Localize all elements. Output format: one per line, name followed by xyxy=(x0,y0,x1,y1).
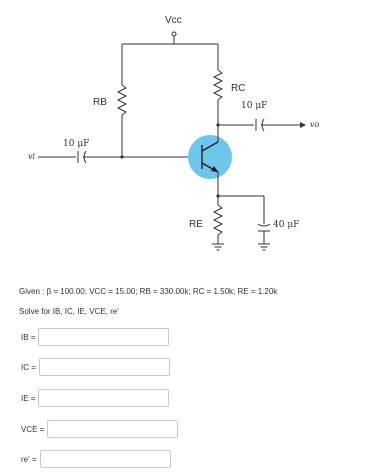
vce-label: VCE = xyxy=(21,424,45,434)
ic-input[interactable] xyxy=(39,358,170,376)
vce-row xyxy=(21,419,178,439)
vcc-terminal xyxy=(172,32,176,36)
junction-dot xyxy=(216,194,219,197)
rc-resistor xyxy=(214,70,222,100)
solve-text: Solve for IB, IC, IE, VCE, re' xyxy=(19,307,119,316)
re-resistor xyxy=(214,205,222,235)
ic-label: IC = xyxy=(21,362,36,372)
junction-dot xyxy=(120,155,123,158)
re-prime-input[interactable] xyxy=(40,450,171,468)
rb-label: RB xyxy=(93,97,107,108)
vi-label: vi xyxy=(28,152,36,161)
ie-input[interactable] xyxy=(38,389,169,407)
re-prime-label: re' = xyxy=(21,454,37,464)
ic-row xyxy=(21,357,170,377)
ground-icon xyxy=(212,244,224,250)
rb-resistor xyxy=(118,85,126,115)
junction-dot xyxy=(216,123,219,126)
ce-plate1 xyxy=(258,224,270,226)
ie-row xyxy=(21,388,169,408)
ce-label: 40 μF xyxy=(273,220,300,230)
rc-label: RC xyxy=(231,83,246,94)
ground-icon xyxy=(258,244,270,250)
re-prime-row xyxy=(21,449,171,469)
ib-label: IB = xyxy=(21,332,36,342)
vo-arrow xyxy=(300,122,306,128)
given-text: Given : β = 100.00; VCC = 15.00; RB = 330.00k; RC = 1.50k; RE = 1.20k xyxy=(19,287,278,296)
vce-input[interactable] xyxy=(47,420,178,438)
transistor-body xyxy=(188,135,232,179)
ib-input[interactable] xyxy=(38,328,169,346)
re-label: RE xyxy=(189,219,203,230)
vcc-label: Vcc xyxy=(165,15,182,26)
ib-row xyxy=(21,327,169,347)
cin-label: 10 μF xyxy=(63,139,90,149)
cout-label: 10 μF xyxy=(241,101,268,111)
vo-label: vo xyxy=(310,120,320,129)
ie-label: IE = xyxy=(21,393,36,403)
